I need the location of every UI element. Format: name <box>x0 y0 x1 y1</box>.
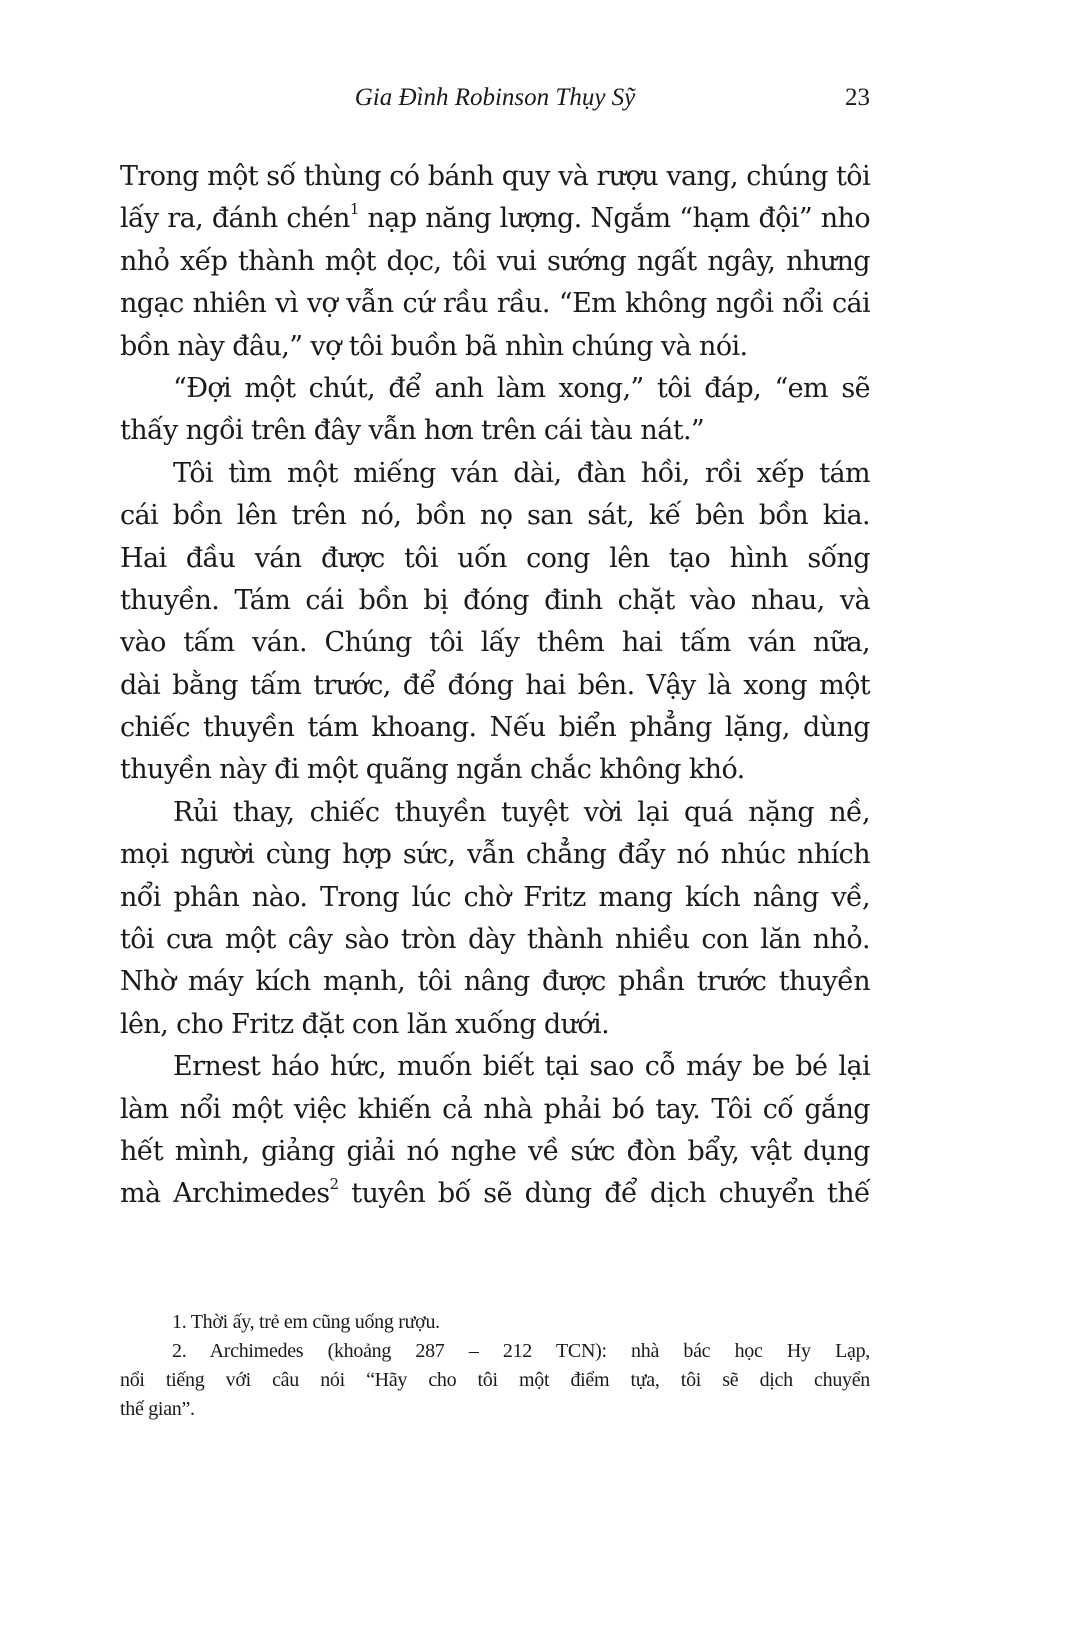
text-line <box>120 368 870 410</box>
line-text: ngạc nhiên vì vợ vẫn cứ rầu rầu. “Em không ngồi nổi cái <box>120 288 870 320</box>
text-line <box>120 622 870 664</box>
footnote <box>120 1308 870 1337</box>
text-line <box>120 792 870 834</box>
paragraph <box>120 368 870 453</box>
line-text: Trong một số thùng có bánh quy và rượu vang, chúng tôi <box>120 161 870 192</box>
page-number: 23 <box>845 84 870 111</box>
footnote-ref: 2 <box>329 1175 339 1194</box>
line-text: Rủi thay, chiếc thuyền tuyệt vời lại quá nặng nề, <box>173 796 870 828</box>
line-text: thuyền. Tám cái bồn bị đóng đinh chặt vào nhau, và <box>120 584 870 616</box>
text-line <box>120 538 870 580</box>
line-text: mọi người cùng hợp sức, vẫn chẳng đẩy nó nhúc nhích <box>120 839 870 871</box>
line-text: tuyên bố sẽ dùng để dịch chuyển thế <box>338 1178 871 1210</box>
paragraph <box>120 1046 870 1216</box>
text-line <box>120 665 870 707</box>
line-text: chiếc thuyền tám khoang. Nếu biển phẳng lặng, dùng <box>120 712 870 744</box>
line-text: làm nổi một việc khiến cả nhà phải bó tay. Tôi cố gắng <box>120 1093 870 1125</box>
text-line <box>120 410 870 452</box>
line-text: hết mình, giảng giải nó nghe về sức đòn bẩy, vật dụng <box>120 1135 870 1167</box>
line-text: lên, cho Fritz đặt con lăn xuống dưới. <box>120 1008 610 1040</box>
line-text: “Đợi một chút, để anh làm xong,” tôi đáp, “em sẽ <box>173 372 870 404</box>
text-line <box>120 495 870 537</box>
line-text: thấy ngồi trên đây vẫn hơn trên cái tàu nát.” <box>120 415 705 447</box>
line-text: Tôi tìm một miếng ván dài, đàn hồi, rồi xếp tám <box>173 457 870 489</box>
text-line <box>120 1004 870 1046</box>
line-text: nạp năng lượng. Ngắm “hạm đội” nho <box>358 203 870 235</box>
footnote <box>120 1337 870 1424</box>
text-line <box>120 834 870 876</box>
line-text: lấy ra, đánh chén <box>120 203 350 235</box>
paragraph <box>120 156 870 368</box>
text-line <box>120 1173 870 1215</box>
text-line <box>120 1089 870 1131</box>
line-text: bồn này đâu,” vợ tôi buồn bã nhìn chúng và nói. <box>120 330 748 362</box>
text-line <box>120 198 870 240</box>
line-text: Hai đầu ván được tôi uốn cong lên tạo hình sống <box>120 542 870 574</box>
line-text: Ernest háo hức, muốn biết tại sao cỗ máy be bé lại <box>173 1051 870 1083</box>
line-text: dài bằng tấm trước, để đóng hai bên. Vậy là xong một <box>120 669 870 701</box>
paragraph <box>120 453 870 792</box>
line-text: thuyền này đi một quãng ngắn chắc không khó. <box>120 754 745 786</box>
text-line <box>120 919 870 961</box>
line-text: mà Archimedes <box>120 1178 330 1210</box>
line-text: Nhờ máy kích mạnh, tôi nâng được phần trước thuyền <box>120 966 870 998</box>
footnote-ref: 1 <box>349 200 359 219</box>
text-line <box>120 961 870 1003</box>
text-line <box>120 877 870 919</box>
text-line <box>120 580 870 622</box>
text-line <box>120 749 870 791</box>
line-text: tôi cưa một cây sào tròn dày thành nhiều con lăn nhỏ. <box>120 924 870 956</box>
text-line <box>120 1131 870 1173</box>
footnote-line: thế gian”. <box>120 1398 195 1420</box>
body-text <box>120 156 870 1216</box>
text-line <box>120 326 870 368</box>
text-line <box>120 156 870 198</box>
text-line <box>120 707 870 749</box>
running-title: Gia Đình Robinson Thụy Sỹ <box>354 84 636 111</box>
text-line <box>120 283 870 325</box>
line-text: cái bồn lên trên nó, bồn nọ san sát, kế bên bồn kia. <box>120 500 870 532</box>
text-line <box>120 241 870 283</box>
footnote-line: 1. Thời ấy, trẻ em cũng uống rượu. <box>172 1311 440 1333</box>
page-header <box>120 84 870 124</box>
paragraph <box>120 792 870 1046</box>
footnotes <box>120 1308 870 1424</box>
text-line <box>120 453 870 495</box>
footnote-line: nổi tiếng với câu nói “Hãy cho tôi một điểm tựa, tôi sẽ dịch chuyển <box>120 1369 870 1391</box>
text-line <box>120 1046 870 1088</box>
line-text: nổi phân nào. Trong lúc chờ Fritz mang kích nâng về, <box>120 881 870 913</box>
footnote-line: 2. Archimedes (khoảng 287 – 212 TCN): nhà bác học Hy Lạp, <box>172 1340 870 1362</box>
line-text: vào tấm ván. Chúng tôi lấy thêm hai tấm ván nữa, <box>120 627 870 659</box>
line-text: nhỏ xếp thành một dọc, tôi vui sướng ngất ngây, nhưng <box>120 245 870 277</box>
